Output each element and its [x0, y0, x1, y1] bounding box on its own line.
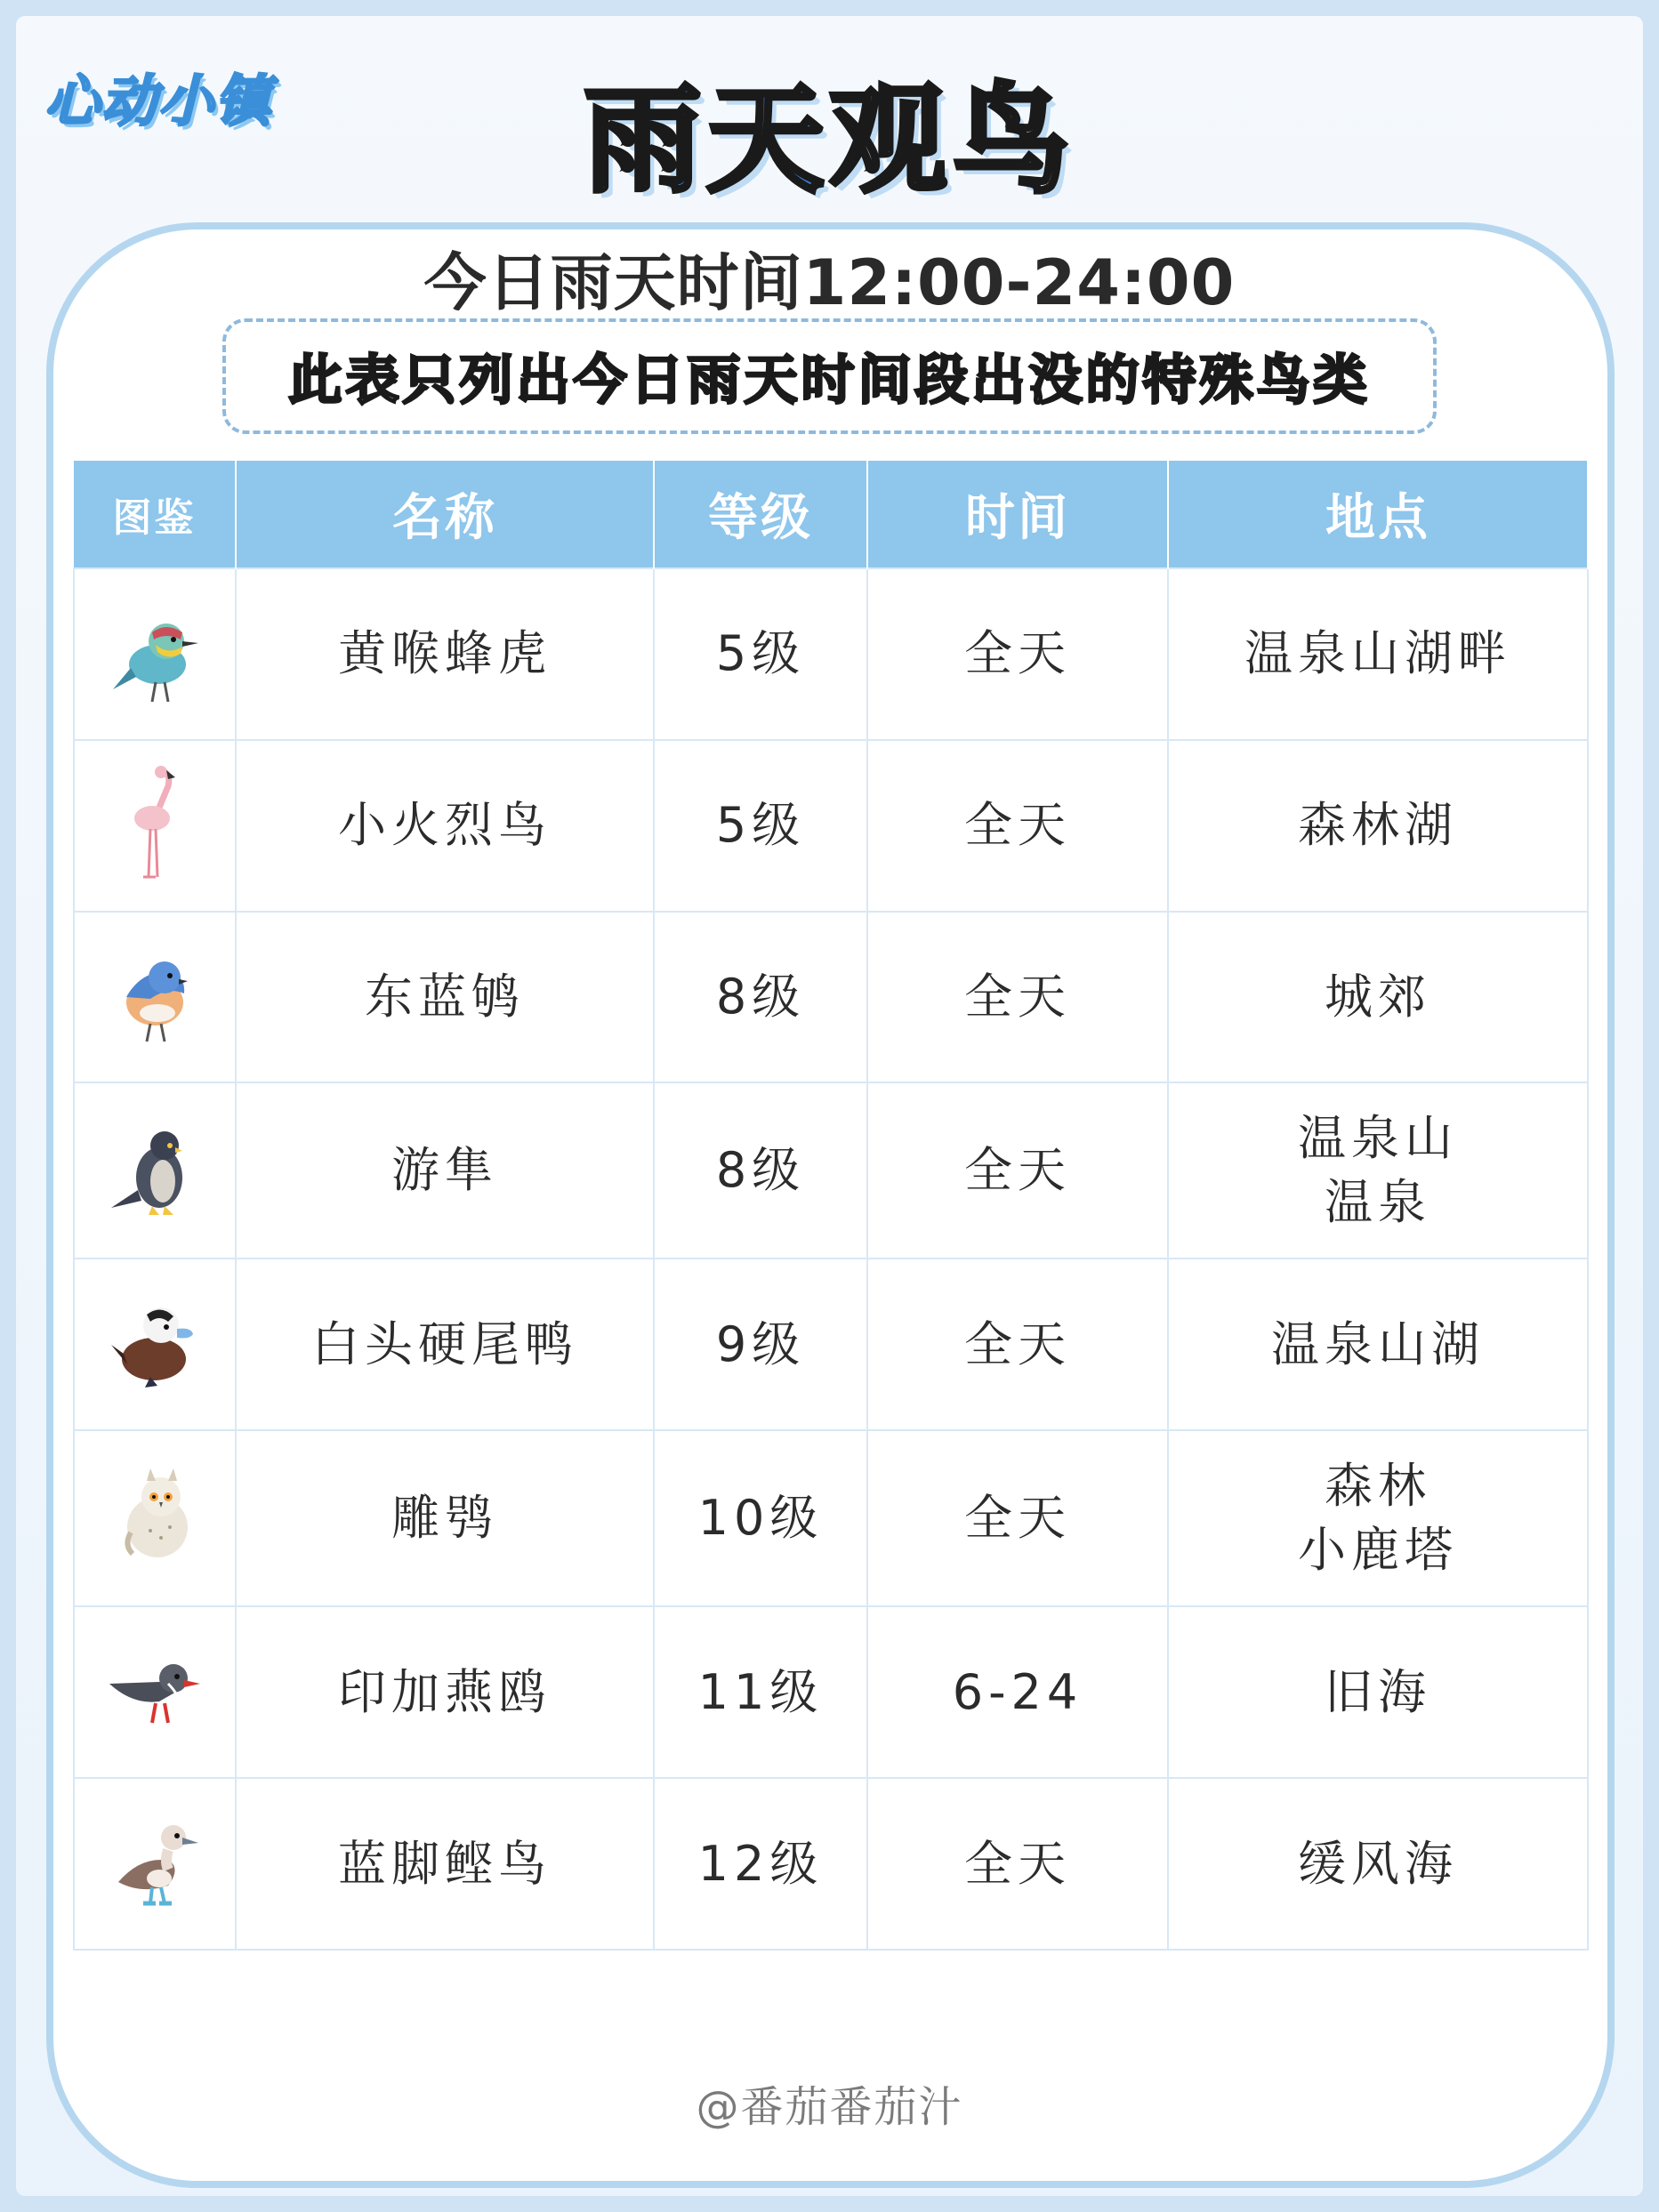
flamingo-icon — [106, 763, 204, 888]
page-title — [0, 72, 1659, 209]
bird-table — [73, 461, 1589, 1951]
note-banner — [222, 318, 1437, 434]
rain-time-subtitle: 今日雨天时间12:00-24:00 — [423, 246, 1236, 319]
note-suffix: 鸟类 — [1256, 350, 1371, 412]
location-cell — [1168, 1778, 1588, 1950]
header-icon: 图鉴 — [74, 461, 236, 568]
location-line: 森林湖 — [1298, 797, 1458, 854]
icon-cell — [74, 1430, 236, 1606]
time-cell: 全天 — [867, 1778, 1168, 1950]
booby-icon — [106, 1802, 204, 1926]
icon-cell — [74, 1606, 236, 1778]
level-cell: 11级 — [654, 1606, 867, 1778]
time-cell: 全天 — [867, 568, 1168, 740]
time-cell: 全天 — [867, 740, 1168, 912]
name-cell: 黄喉蜂虎 — [236, 568, 654, 740]
time-cell: 全天 — [867, 912, 1168, 1083]
name-cell: 游隼 — [236, 1082, 654, 1259]
level-cell: 5级 — [654, 740, 867, 912]
location-cell — [1168, 1430, 1588, 1606]
table-row — [74, 1430, 1588, 1606]
location-cell — [1168, 1259, 1588, 1430]
header-level: 等级 — [654, 461, 867, 568]
owl-icon — [106, 1456, 204, 1581]
author-credit: @番茄番茄汁 — [696, 2082, 963, 2132]
location-line: 温泉 — [1325, 1174, 1431, 1231]
tern-icon — [106, 1630, 204, 1755]
header-time: 时间 — [867, 461, 1168, 568]
table-row — [74, 912, 1588, 1083]
header-location: 地点 — [1168, 461, 1588, 568]
title-part-birdwatch: 观鸟 — [829, 72, 1075, 209]
location-line: 城郊 — [1325, 968, 1431, 1025]
name-cell: 印加燕鸥 — [236, 1606, 654, 1778]
level-cell: 12级 — [654, 1778, 867, 1950]
name-cell: 小火烈鸟 — [236, 740, 654, 912]
location-cell — [1168, 1606, 1588, 1778]
level-cell: 9级 — [654, 1259, 867, 1430]
icon-cell — [74, 740, 236, 912]
icon-cell — [74, 912, 236, 1083]
location-line: 森林 — [1325, 1458, 1431, 1515]
table-header-row — [74, 461, 1588, 568]
location-cell — [1168, 740, 1588, 912]
time-cell: 全天 — [867, 1259, 1168, 1430]
location-line: 温泉山湖畔 — [1244, 625, 1511, 682]
table-row — [74, 1259, 1588, 1430]
bluebird-icon — [106, 935, 204, 1059]
note-prefix: 此表只列出今日 — [288, 350, 688, 412]
icon-cell — [74, 1082, 236, 1259]
name-cell: 雕鸮 — [236, 1430, 654, 1606]
note-highlight-rainy: 雨天 — [687, 350, 801, 412]
header-name: 名称 — [236, 461, 654, 568]
name-cell: 白头硬尾鸭 — [236, 1259, 654, 1430]
note-middle: 时间段出没的 — [801, 350, 1143, 412]
bee-eater-icon — [106, 591, 204, 716]
location-cell — [1168, 568, 1588, 740]
table-row — [74, 740, 1588, 912]
logo-text: 心动小镇 — [44, 68, 273, 133]
location-line: 温泉山 — [1298, 1110, 1458, 1167]
icon-cell — [74, 1778, 236, 1950]
table-row — [74, 568, 1588, 740]
location-line: 温泉山湖 — [1271, 1315, 1485, 1372]
title-part-rainy: 雨天 — [584, 72, 830, 209]
note-highlight-special: 特殊 — [1142, 350, 1257, 412]
level-cell: 10级 — [654, 1430, 867, 1606]
location-cell — [1168, 1082, 1588, 1259]
location-cell — [1168, 912, 1588, 1083]
table-row — [74, 1082, 1588, 1259]
table-row — [74, 1606, 1588, 1778]
table-row — [74, 1778, 1588, 1950]
time-cell: 全天 — [867, 1430, 1168, 1606]
icon-cell — [74, 568, 236, 740]
location-line: 旧海 — [1325, 1663, 1431, 1720]
level-cell: 5级 — [654, 568, 867, 740]
name-cell: 东蓝鸲 — [236, 912, 654, 1083]
level-cell: 8级 — [654, 1082, 867, 1259]
falcon-icon — [106, 1108, 204, 1233]
name-cell: 蓝脚鲣鸟 — [236, 1778, 654, 1950]
duck-icon — [106, 1283, 204, 1407]
time-cell: 6-24 — [867, 1606, 1168, 1778]
location-line: 缓风海 — [1298, 1835, 1458, 1892]
icon-cell — [74, 1259, 236, 1430]
level-cell: 8级 — [654, 912, 867, 1083]
location-line: 小鹿塔 — [1298, 1522, 1458, 1579]
time-cell: 全天 — [867, 1082, 1168, 1259]
